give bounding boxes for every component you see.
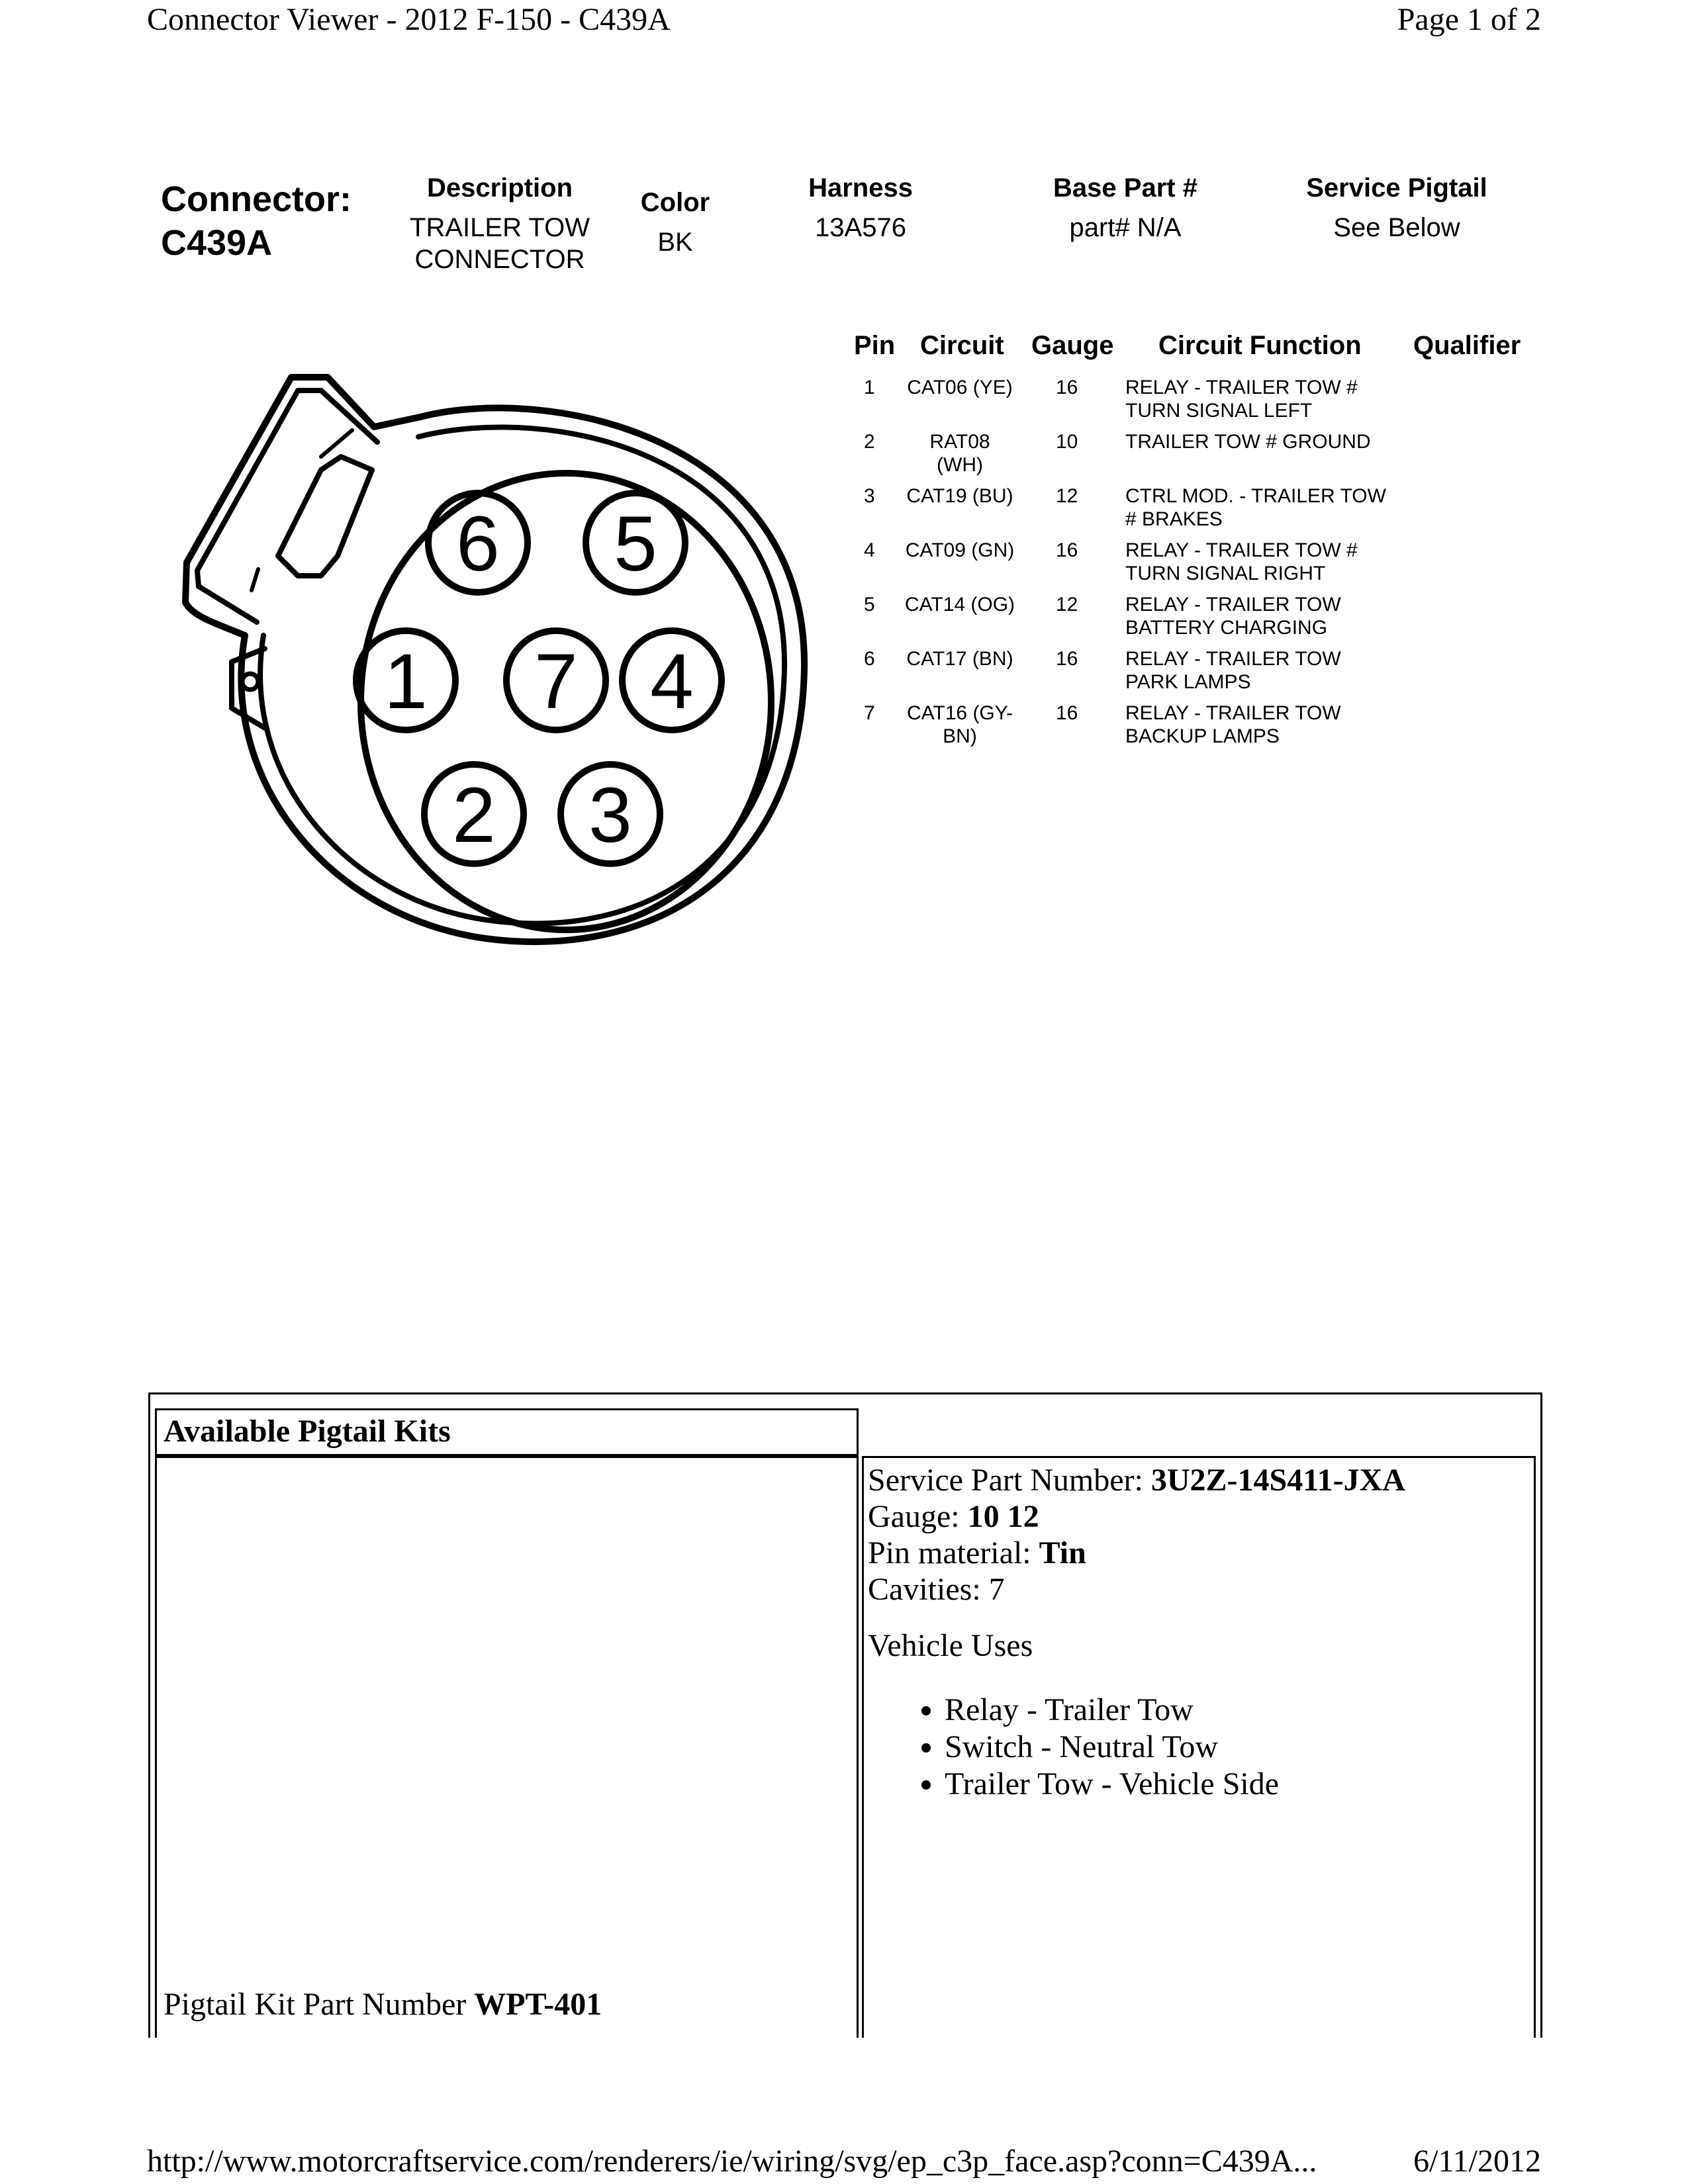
- circuit-line: (WH): [937, 454, 983, 476]
- cavities-label: Cavities:: [868, 1572, 981, 1607]
- table-row: [834, 484, 1536, 539]
- color-value: BK: [657, 228, 693, 257]
- description-line1: TRAILER TOW: [410, 213, 590, 242]
- gauge-value: 10 12: [967, 1499, 1039, 1534]
- gauge-cell: 16: [1056, 648, 1078, 670]
- page-number: Page 1 of 2: [1397, 2, 1541, 37]
- function-line: TURN SIGNAL RIGHT: [1125, 563, 1326, 584]
- cavities-value: 7: [988, 1572, 1005, 1607]
- vehicle-uses-title: Vehicle Uses: [868, 1628, 1033, 1663]
- kit-part-label: Pigtail Kit Part Number: [164, 1987, 467, 2022]
- pin-2-label: 2: [452, 772, 496, 859]
- circuit-cell: [900, 484, 1019, 508]
- circuit-line: RAT08: [929, 431, 990, 453]
- gauge-column-header: Gauge: [1031, 331, 1114, 360]
- gauge-cell: 10: [1056, 431, 1078, 453]
- pin-number: 5: [864, 594, 875, 615]
- list-item: • Trailer Tow - Vehicle Side: [945, 1766, 1534, 1803]
- pigtail-kits-heading: Available Pigtail Kits: [164, 1414, 451, 1449]
- harness-value: 13A576: [815, 213, 906, 242]
- function-cell: [1125, 702, 1403, 748]
- function-line: BACKUP LAMPS: [1125, 725, 1280, 747]
- description-line2: CONNECTOR: [414, 245, 585, 274]
- function-cell: [1125, 593, 1403, 639]
- connector-label-line1: Connector:: [161, 179, 352, 219]
- function-line: CTRL MOD. - TRAILER TOW: [1125, 485, 1386, 507]
- circuit-line: CAT06 (YE): [907, 377, 1013, 398]
- function-cell: [1125, 484, 1403, 531]
- table-row: [834, 430, 1536, 484]
- gauge-cell: 16: [1056, 539, 1078, 561]
- pin-number: 7: [864, 702, 875, 724]
- color-header: Color: [640, 188, 710, 217]
- mounting-hole: [242, 674, 258, 690]
- circuit-cell: [900, 593, 1019, 616]
- gauge-cell: 12: [1056, 485, 1078, 507]
- connector-label: [161, 177, 352, 265]
- circuit-cell: [900, 430, 1019, 477]
- latch-line: [321, 430, 352, 457]
- service-pigtail-header: Service Pigtail: [1306, 173, 1487, 203]
- housing-inner-outline: [260, 427, 784, 923]
- function-line: RELAY - TRAILER TOW #: [1125, 539, 1358, 561]
- description-value: [391, 212, 609, 275]
- pin-5-label: 5: [614, 500, 657, 588]
- pin-7-label: 7: [534, 638, 578, 725]
- pin-3-label: 3: [588, 772, 632, 859]
- pigtail-kit-details-cell: [862, 1456, 1536, 2038]
- pigtail-kit-part-number: [164, 1986, 602, 2023]
- circuit-cell: [900, 647, 1019, 670]
- function-cell: [1125, 647, 1403, 694]
- function-line: # BRAKES: [1125, 508, 1223, 530]
- function-line: RELAY - TRAILER TOW: [1125, 594, 1341, 615]
- table-row: [834, 593, 1536, 647]
- gauge-cell: 12: [1056, 594, 1078, 615]
- gauge-cell: 16: [1056, 702, 1078, 724]
- gauge-line: [864, 1498, 1534, 1535]
- kit-part-value: WPT-401: [474, 1987, 602, 2022]
- function-line: TRAILER TOW # GROUND: [1125, 431, 1371, 453]
- function-cell: [1125, 430, 1403, 453]
- circuit-line: CAT17 (BN): [906, 648, 1013, 670]
- base-part-header: Base Part #: [1053, 173, 1197, 203]
- function-line: RELAY - TRAILER TOW: [1125, 702, 1341, 724]
- circuit-line: CAT19 (BU): [906, 485, 1013, 507]
- service-pigtail-value: See Below: [1333, 213, 1460, 242]
- connector-id: C439A: [161, 223, 273, 263]
- service-part-value: 3U2Z-14S411-JXA: [1150, 1463, 1405, 1498]
- side-flange: [197, 390, 377, 622]
- pin-4-label: 4: [650, 638, 694, 725]
- latch-slot: [278, 457, 372, 576]
- table-row: [834, 647, 1536, 702]
- gauge-label: Gauge:: [868, 1499, 960, 1534]
- pin-number: 6: [864, 648, 875, 670]
- function-line: PARK LAMPS: [1125, 671, 1251, 693]
- service-part-label: Service Part Number:: [868, 1463, 1143, 1498]
- description-header: Description: [426, 173, 573, 203]
- qualifier-column-header: Qualifier: [1413, 331, 1521, 360]
- pin-number: 3: [864, 485, 875, 507]
- pin-number: 2: [864, 431, 875, 453]
- latch-line: [252, 569, 258, 590]
- pin-material-value: Tin: [1039, 1535, 1086, 1570]
- connector-face-diagram: [179, 357, 821, 966]
- function-cell: [1125, 539, 1403, 585]
- circuit-line: CAT09 (GN): [905, 539, 1015, 561]
- footer-date: 6/11/2012: [1413, 2144, 1541, 2179]
- pigtail-kits-heading-cell: [155, 1408, 859, 1456]
- gauge-cell: 16: [1056, 377, 1078, 398]
- pin-material-label: Pin material:: [868, 1535, 1031, 1570]
- circuit-cell: [900, 376, 1019, 399]
- list-item: • Relay - Trailer Tow: [945, 1692, 1534, 1729]
- function-line: RELAY - TRAILER TOW #: [1125, 377, 1358, 398]
- pin-column-header: Pin: [854, 331, 896, 360]
- pin-material-line: [864, 1535, 1534, 1571]
- table-row: [834, 376, 1536, 430]
- service-part-line: [864, 1462, 1534, 1498]
- circuit-line: CAT14 (OG): [904, 594, 1015, 615]
- function-cell: [1125, 376, 1403, 422]
- circuit-line: CAT16 (GY-: [906, 702, 1013, 724]
- page-header-title: Connector Viewer - 2012 F-150 - C439A: [147, 2, 671, 37]
- pin-number: 4: [864, 539, 875, 561]
- circuit-cell: [900, 702, 1019, 748]
- circuit-line: BN): [943, 725, 977, 747]
- pin-number: 1: [864, 377, 875, 398]
- pin-6-label: 6: [456, 500, 500, 588]
- table-row: [834, 702, 1536, 756]
- list-item: • Switch - Neutral Tow: [945, 1729, 1534, 1766]
- base-part-value: part# N/A: [1069, 213, 1182, 242]
- pin-1-label: 1: [384, 638, 428, 725]
- footer-url: http://www.motorcraftservice.com/renderers/ie/wiring/svg/ep_c3p_face.asp?conn=C439A...: [147, 2144, 1317, 2179]
- function-line: BATTERY CHARGING: [1125, 617, 1328, 639]
- function-line: TURN SIGNAL LEFT: [1125, 400, 1313, 422]
- pigtail-kit-image-cell: [155, 1456, 859, 2038]
- circuit-cell: [900, 539, 1019, 562]
- vehicle-uses-list: [864, 1692, 1534, 1803]
- circuit-column-header: Circuit: [920, 331, 1004, 360]
- harness-header: Harness: [808, 173, 913, 203]
- cavities-line: [864, 1571, 1534, 1608]
- function-column-header: Circuit Function: [1158, 331, 1362, 360]
- function-line: RELAY - TRAILER TOW: [1125, 648, 1341, 670]
- table-row: [834, 539, 1536, 593]
